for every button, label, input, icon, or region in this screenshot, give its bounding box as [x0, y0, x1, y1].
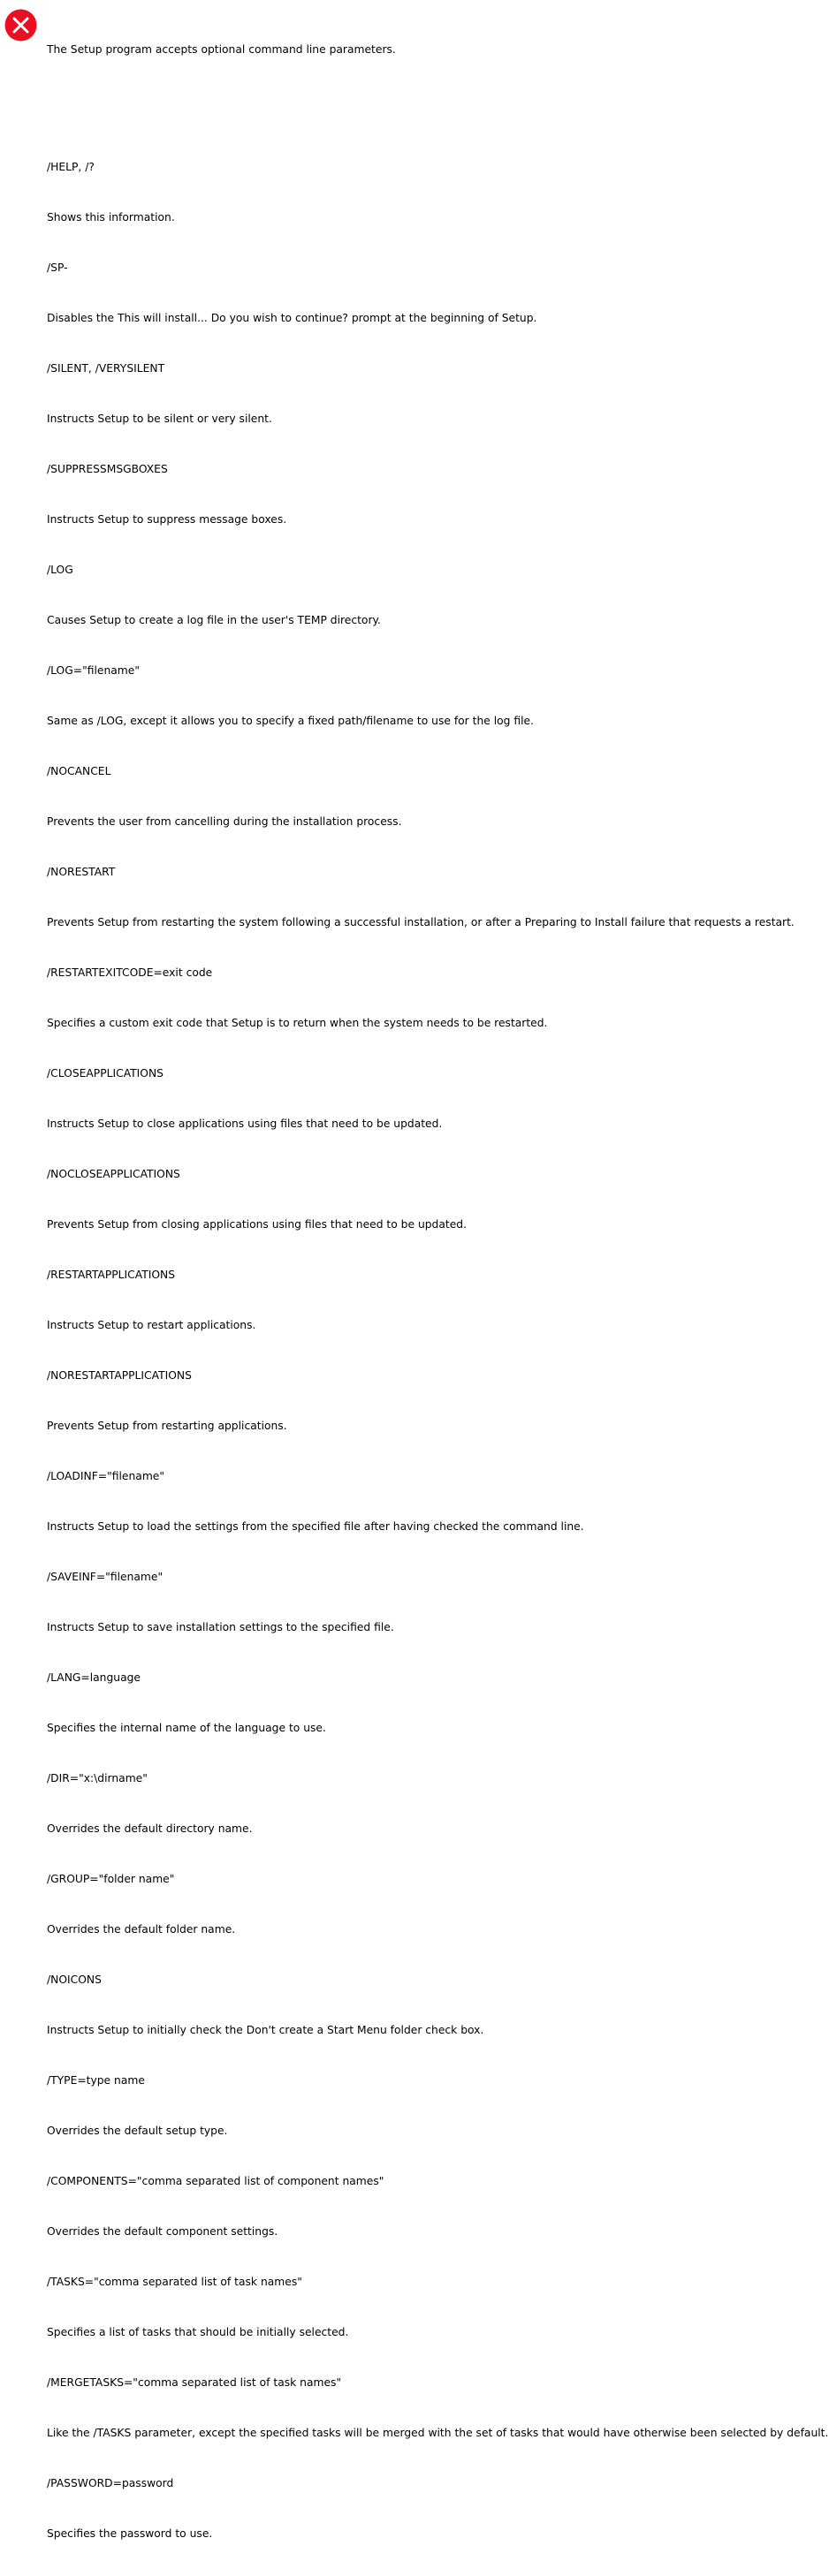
param-nocancel-desc: Prevents the user from cancelling during the installation process. — [47, 815, 402, 828]
param-norestart: /NORESTART — [47, 866, 116, 878]
param-lang-desc: Specifies the internal name of the language to use. — [47, 1722, 326, 1734]
param-log: /LOG — [47, 564, 73, 576]
param-log-filename: /LOG="filename" — [47, 664, 140, 677]
param-dir-desc: Overrides the default directory name. — [47, 1822, 253, 1835]
param-noicons: /NOICONS — [47, 1974, 102, 1986]
param-loadinf-desc: Instructs Setup to load the settings from the specified file after having checked the command line. — [47, 1520, 584, 1533]
param-group: /GROUP="folder name" — [47, 1873, 175, 1885]
param-sp: /SP- — [47, 261, 68, 274]
param-components: /COMPONENTS="comma separated list of component names" — [47, 2175, 384, 2187]
param-nocloseapplications-desc: Prevents Setup from closing applications using files that need to be updated. — [47, 1218, 467, 1231]
param-norestartapplications-desc: Prevents Setup from restarting applications. — [47, 1420, 287, 1432]
param-restartapplications: /RESTARTAPPLICATIONS — [47, 1269, 176, 1281]
param-noicons-desc: Instructs Setup to initially check the Don't create a Start Menu folder check box. — [47, 2024, 484, 2036]
param-mergetasks-desc: Like the /TASKS parameter, except the specified tasks will be merged with the set of tasks that would have otherwise been selected by default. — [47, 2427, 829, 2439]
param-restartexitcode: /RESTARTEXITCODE=exit code — [47, 966, 213, 979]
param-saveinf: /SAVEINF="filename" — [47, 1571, 164, 1583]
param-restartapplications-desc: Instructs Setup to restart applications. — [47, 1319, 256, 1331]
paragraph-gap — [47, 92, 825, 109]
message-text — [47, 8, 829, 2576]
param-password: /PASSWORD=password — [47, 2477, 174, 2489]
param-suppressmsgboxes: /SUPPRESSMSGBOXES — [47, 463, 168, 475]
param-loadinf: /LOADINF="filename" — [47, 1470, 165, 1482]
param-sp-desc: Disables the This will install... Do you wish to continue? prompt at the beginning of Setup. — [47, 312, 537, 324]
param-saveinf-desc: Instructs Setup to save installation settings to the specified file. — [47, 1621, 394, 1633]
param-norestartapplications: /NORESTARTAPPLICATIONS — [47, 1369, 192, 1382]
param-mergetasks: /MERGETASKS="comma separated list of task names" — [47, 2376, 342, 2389]
param-nocancel: /NOCANCEL — [47, 765, 111, 777]
param-log-filename-desc: Same as /LOG, except it allows you to specify a fixed path/filename to use for the log file. — [47, 715, 535, 727]
param-lang: /LANG=language — [47, 1671, 141, 1684]
param-closeapplications-desc: Instructs Setup to close applications using files that need to be updated. — [47, 1118, 443, 1130]
param-tasks: /TASKS="comma separated list of task names" — [47, 2276, 302, 2288]
param-tasks-desc: Specifies a list of tasks that should be initially selected. — [47, 2326, 349, 2338]
param-restartexitcode-desc: Specifies a custom exit code that Setup is to return when the system needs to be restarted. — [47, 1017, 548, 1029]
param-nocloseapplications: /NOCLOSEAPPLICATIONS — [47, 1168, 180, 1180]
param-type: /TYPE=type name — [47, 2074, 145, 2087]
error-icon — [4, 9, 37, 42]
param-suppressmsgboxes-desc: Instructs Setup to suppress message boxes. — [47, 513, 287, 526]
param-log-desc: Causes Setup to create a log file in the user's TEMP directory. — [47, 614, 381, 626]
param-help-desc: Shows this information. — [47, 211, 175, 224]
param-group-desc: Overrides the default folder name. — [47, 1923, 236, 1936]
param-norestart-desc: Prevents Setup from restarting the system following a successful installation, or after a Preparing to Install failure that requests a restart. — [47, 916, 795, 928]
param-type-desc: Overrides the default setup type. — [47, 2125, 228, 2137]
param-closeapplications: /CLOSEAPPLICATIONS — [47, 1067, 164, 1080]
message-intro: The Setup program accepts optional command line parameters. — [47, 43, 396, 56]
param-help: /HELP, /? — [47, 161, 95, 173]
param-dir: /DIR="x:\dirname" — [47, 1772, 148, 1784]
param-silent: /SILENT, /VERYSILENT — [47, 362, 165, 375]
param-silent-desc: Instructs Setup to be silent or very silent. — [47, 413, 272, 425]
param-components-desc: Overrides the default component settings. — [47, 2225, 278, 2238]
param-password-desc: Specifies the password to use. — [47, 2527, 213, 2540]
